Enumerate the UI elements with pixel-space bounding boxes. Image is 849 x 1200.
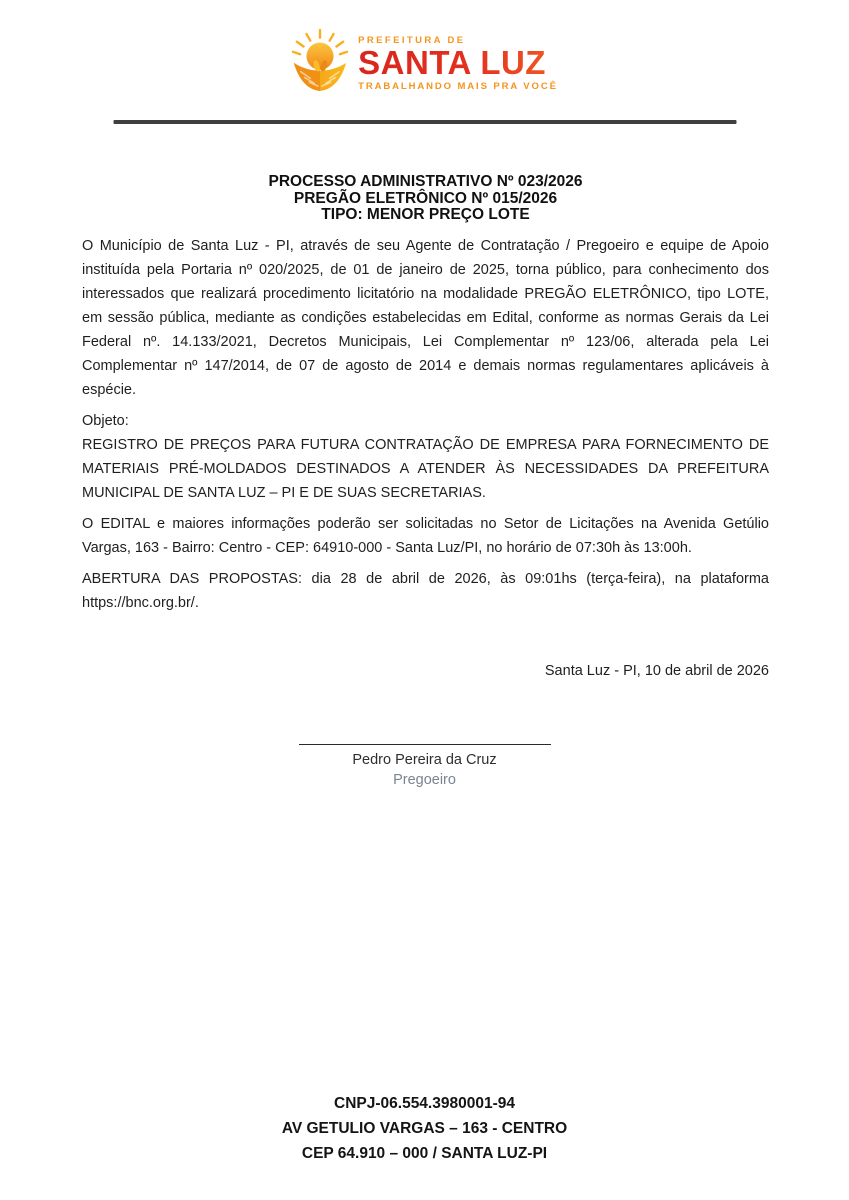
header-logo (0, 26, 849, 101)
title-tipo: TIPO: MENOR PREÇO LOTE (321, 206, 530, 223)
footer-cnpj: CNPJ-06.554.3980001-94 (334, 1095, 515, 1112)
intro-paragraph: O Município de Santa Luz - PI, através de seu Agente de Contratação / Pregoeiro e equipe de Apoio instituída pela Portaria nº 020/2025, de 01 de janeiro de 2025, torna público, para conhecimento dos interessados que realizará procedimento licitatório na modalidade PREGÃO ELETRÔNICO, tipo LOTE, em sessão pública, mediante as condições estabelecidas em Edital, conforme as normas Gerais da Lei Federal nº. 14.133/2021, Decretos Municipais, Lei Complementar nº 123/06, alterada pela Lei Complementar nº 147/2014, de 07 de agosto de 2014 e demais normas regulamentares aplicáveis à espécie. (82, 238, 769, 398)
document-body (82, 234, 769, 615)
edital-paragraph: O EDITAL e maiores informações poderão ser solicitadas no Setor de Licitações na Avenida Getúlio Vargas, 163 - Bairro: Centro - CEP: 64910-000 - Santa Luz/PI, no horário de 07:30h às 13:00h. (82, 516, 769, 556)
document-footer (0, 1091, 849, 1166)
logo-prefeitura-de: PREFEITURA DE (358, 35, 466, 46)
signature-block (299, 744, 551, 788)
objeto-label: Objeto: (82, 413, 129, 429)
objeto-text: REGISTRO DE PREÇOS PARA FUTURA CONTRATAÇÃO DE EMPRESA PARA FORNECIMENTO DE MATERIAIS PRÉ-MOLDADOS DESTINADOS A ATENDER ÀS NECESSIDADES DA PREFEITURA MUNICIPAL DE SANTA LUZ – PI E DE SUAS SECRETARIAS. (82, 437, 769, 501)
footer-address: AV GETULIO VARGAS – 163 - CENTRO (281, 1120, 568, 1137)
logo-slogan: TRABALHANDO MAIS PRA VOCÊ (358, 81, 558, 92)
abertura-paragraph: ABERTURA DAS PROPOSTAS: dia 28 de abril de 2026, às 09:01hs (terça-feira), na plataforma https://bnc.org.br/. (82, 571, 769, 611)
document-title (82, 174, 769, 224)
header-divider-rule (113, 120, 736, 124)
logo-text-block (358, 35, 558, 92)
title-processo: PROCESSO ADMINISTRATIVO Nº 023/2026 (268, 173, 583, 190)
objeto-block (82, 409, 769, 505)
dateline: Santa Luz - PI, 10 de abril de 2026 (544, 663, 769, 679)
footer-cep-city: CEP 64.910 – 000 / SANTA LUZ-PI (301, 1145, 548, 1162)
signature-role: Pregoeiro (393, 772, 456, 788)
sun-handshake-logo-icon (291, 26, 349, 101)
logo-city-name: SANTA LUZ (358, 47, 558, 78)
title-pregao: PREGÃO ELETRÔNICO Nº 015/2026 (293, 189, 558, 207)
signature-name: Pedro Pereira da Cruz (352, 752, 497, 768)
